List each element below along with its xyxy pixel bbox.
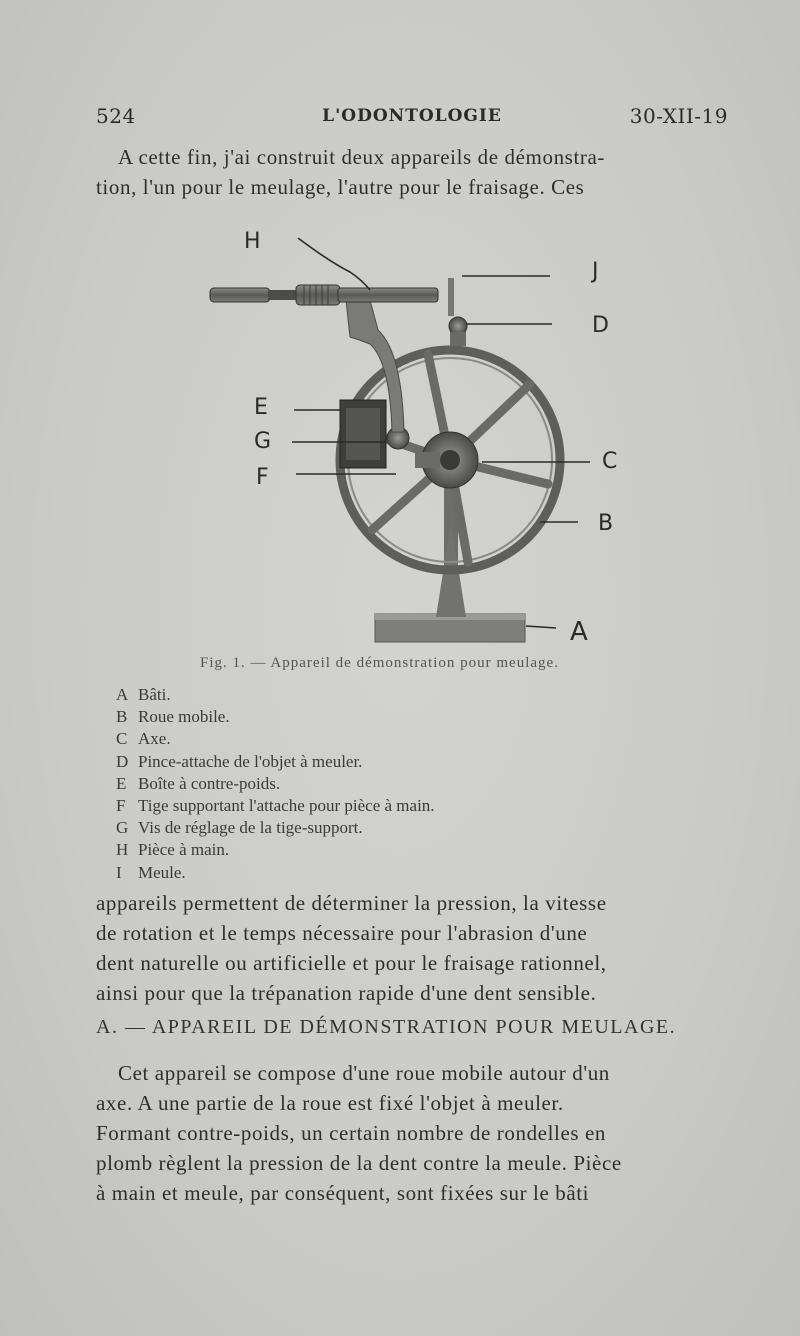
legend-item: [116, 773, 435, 795]
journal-title: L'ODONTOLOGIE: [322, 106, 502, 126]
text-line: tion, l'un pour le meulage, l'autre pour le fraisage. Ces: [96, 175, 585, 199]
text-line: dent naturelle ou artificielle et pour le fraisage rationnel,: [96, 951, 607, 975]
text-line: plomb règlent la pression de la dent contre la meule. Pièce: [96, 1151, 622, 1175]
legend-text: Boîte à contre-poids.: [138, 773, 281, 793]
label-A: A: [570, 617, 588, 647]
label-G: G: [254, 429, 272, 454]
apparatus-illustration: [200, 222, 640, 652]
label-D: D: [592, 313, 609, 338]
legend-key: C: [116, 729, 128, 749]
legend-key: D: [116, 751, 129, 771]
legend-text: Vis de réglage de la tige-support.: [138, 818, 363, 838]
figure-legend: [116, 684, 435, 884]
text-line: ainsi pour que la trépanation rapide d'une dent sensible.: [96, 981, 597, 1005]
legend-text: Pièce à main.: [138, 840, 230, 860]
continuation-paragraph: [96, 888, 736, 1008]
legend-item: [116, 684, 435, 706]
page-number: 524: [96, 104, 136, 128]
running-header: [96, 104, 728, 134]
text-line: Formant contre-poids, un certain nombre de rondelles en: [96, 1121, 607, 1145]
intro-paragraph: [96, 142, 736, 202]
handpiece: [210, 285, 438, 305]
legend-text: Axe.: [138, 729, 171, 749]
grinding-wheel: [448, 278, 454, 316]
label-J: J: [592, 259, 599, 284]
figure-grinding-apparatus: [200, 222, 640, 652]
legend-text: Tige supportant l'attache pour pièce à main.: [138, 796, 435, 816]
label-B: B: [598, 511, 614, 536]
legend-item: [116, 728, 435, 750]
figure-caption: Fig. 1. — Appareil de démonstration pour meulage.: [200, 655, 559, 671]
legend-key: E: [116, 773, 127, 793]
label-C: C: [602, 449, 618, 474]
text-line: à main et meule, par conséquent, sont fixées sur le bâti: [96, 1181, 590, 1205]
text-line: appareils permettent de déterminer la pression, la vitesse: [96, 891, 607, 915]
legend-text: Bâti.: [138, 685, 171, 704]
text-line: Cet appareil se compose d'une roue mobile autour d'un: [118, 1061, 610, 1085]
label-F: F: [256, 465, 269, 490]
counterweight-box: [340, 400, 386, 468]
legend-item: [116, 839, 435, 861]
section-paragraph: [96, 1058, 736, 1208]
issue-date: 30-XII-19: [629, 104, 728, 128]
legend-key: H: [116, 840, 129, 860]
legend-key: I: [116, 862, 122, 882]
legend-text: Pince-attache de l'objet à meuler.: [138, 751, 363, 771]
clamp-jaw: [450, 332, 466, 346]
text-line: de rotation et le temps nécessaire pour l'abrasion d'une: [96, 921, 588, 945]
legend-item: [116, 795, 435, 817]
legend-text: Meule.: [138, 862, 186, 882]
legend-item: [116, 751, 435, 773]
legend-key: G: [116, 818, 129, 838]
legend-key: A: [116, 685, 129, 704]
legend-item: [116, 817, 435, 839]
text-line: axe. A une partie de la roue est fixé l'objet à meuler.: [96, 1091, 564, 1115]
legend-item: [116, 862, 435, 884]
legend-key: B: [116, 707, 128, 727]
text-line: A cette fin, j'ai construit deux appareils de démonstra-: [118, 145, 605, 169]
section-heading: A. — APPAREIL DE DÉMONSTRATION POUR MEULAGE.: [96, 1016, 677, 1038]
legend-key: F: [116, 796, 126, 816]
label-H: H: [244, 229, 261, 254]
legend-text: Roue mobile.: [138, 707, 230, 727]
label-E: E: [254, 395, 268, 420]
legend-item: [116, 706, 435, 728]
